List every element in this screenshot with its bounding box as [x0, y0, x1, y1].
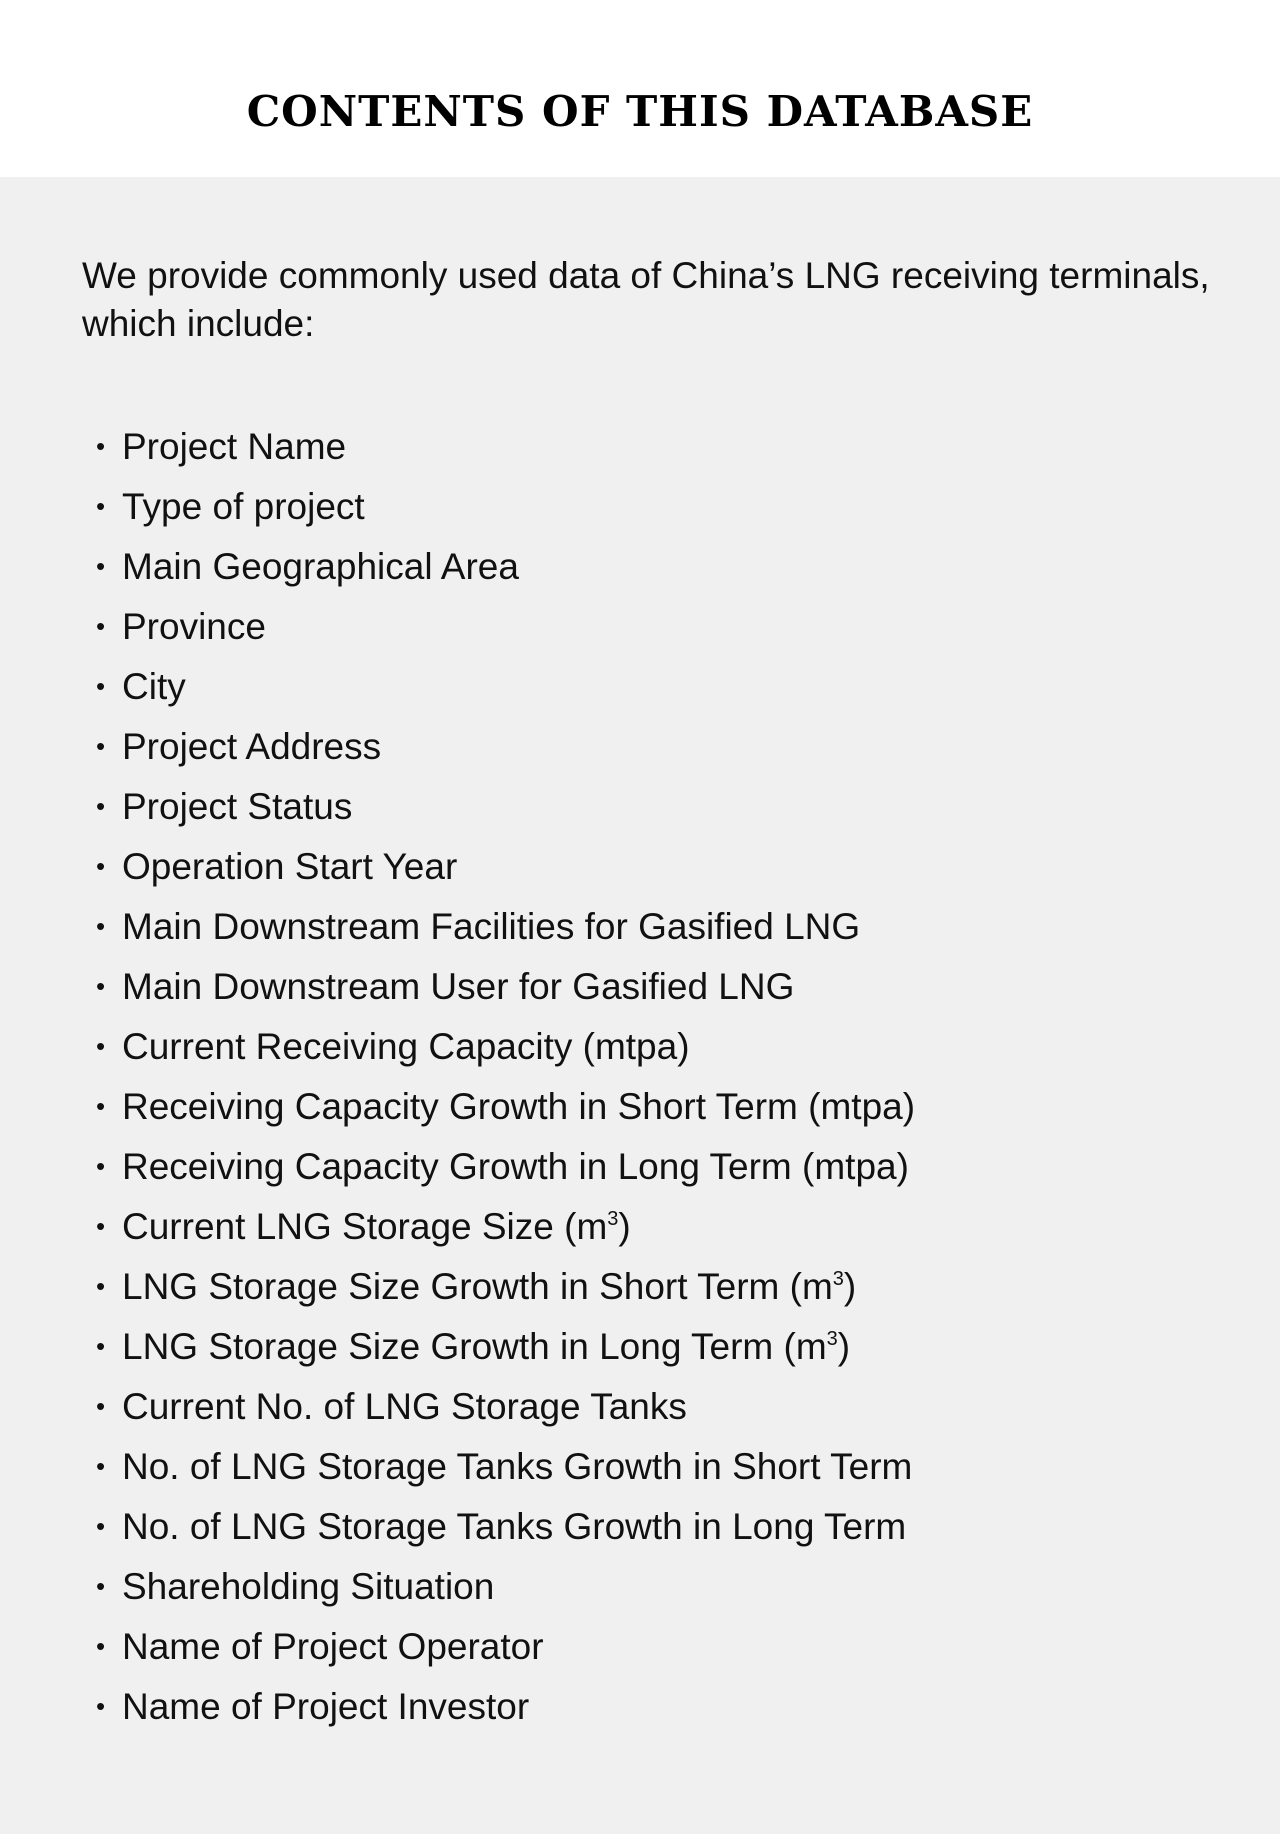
bullet-icon: • — [96, 1151, 106, 1181]
list-item — [96, 1077, 915, 1137]
bullet-icon: • — [96, 1091, 106, 1121]
list-item-label — [122, 837, 457, 897]
list-item-text: Current No. of LNG Storage Tanks — [122, 1386, 687, 1427]
bullet-icon: • — [96, 1451, 106, 1481]
list-item — [96, 717, 915, 777]
list-item-label — [122, 1077, 915, 1137]
list-item-text-suffix: ) — [618, 1206, 631, 1247]
list-item-text: Type of project — [122, 486, 365, 527]
list-item-text: City — [122, 666, 186, 707]
superscript: 3 — [826, 1328, 838, 1350]
list-item-text-suffix: ) — [837, 1326, 851, 1367]
bullet-icon: • — [96, 431, 106, 461]
list-item-text: Receiving Capacity Growth in Long Term (mtpa) — [122, 1146, 909, 1187]
intro-paragraph: We provide commonly used data of China’s LNG receiving terminals, which include: — [82, 255, 1210, 344]
list-item-text: Operation Start Year — [122, 846, 458, 887]
list-item — [96, 1257, 915, 1317]
list-item-text: Project Name — [122, 426, 347, 467]
content-panel — [0, 177, 1280, 1834]
list-item-label — [122, 1017, 690, 1077]
bullet-icon: • — [96, 671, 106, 701]
list-item — [96, 1497, 915, 1557]
superscript: 3 — [832, 1268, 844, 1290]
list-item-label — [122, 1257, 856, 1317]
list-item-text: No. of LNG Storage Tanks Growth in Short Term — [122, 1446, 913, 1487]
list-item-label — [122, 1557, 494, 1617]
list-item-label — [122, 1317, 850, 1377]
list-item — [96, 1557, 915, 1617]
bullet-icon: • — [96, 1571, 106, 1601]
list-item-text: Project Address — [122, 726, 382, 767]
list-item — [96, 537, 915, 597]
bullet-icon: • — [96, 551, 106, 581]
list-item-label — [122, 1137, 909, 1197]
bullet-icon: • — [96, 1331, 106, 1361]
bullet-icon: • — [96, 1511, 106, 1541]
list-item-text: Shareholding Situation — [122, 1566, 495, 1607]
list-item-label — [122, 1497, 906, 1557]
list-item — [96, 657, 915, 717]
bullet-icon: • — [96, 731, 106, 761]
list-item — [96, 1137, 915, 1197]
list-item-text: Province — [122, 606, 266, 647]
list-item-text: Name of Project Operator — [122, 1626, 544, 1667]
list-item — [96, 1197, 915, 1257]
bullet-icon: • — [96, 971, 106, 1001]
list-item-label — [122, 957, 794, 1017]
list-item — [96, 1617, 915, 1677]
bullet-icon: • — [96, 1691, 106, 1721]
superscript: 3 — [607, 1208, 619, 1230]
list-item-text: Main Downstream User for Gasified LNG — [122, 966, 795, 1007]
list-item-label — [122, 1437, 912, 1497]
bullet-icon: • — [96, 1631, 106, 1661]
list-item — [96, 957, 915, 1017]
list-item — [96, 1017, 915, 1077]
bullet-icon: • — [96, 1031, 106, 1061]
list-item-label — [122, 897, 860, 957]
list-item — [96, 597, 915, 657]
list-item — [96, 837, 915, 897]
list-item — [96, 1377, 915, 1437]
bullet-icon: • — [96, 1211, 106, 1241]
list-item-text: LNG Storage Size Growth in Short Term (m — [122, 1266, 833, 1307]
list-item-label — [122, 477, 365, 537]
list-item-text: Current Receiving Capacity (mtpa) — [122, 1026, 690, 1067]
list-item — [96, 1317, 915, 1377]
list-item-label — [122, 537, 519, 597]
list-item-label — [122, 1197, 631, 1257]
list-item — [96, 777, 915, 837]
bullet-icon: • — [96, 1391, 106, 1421]
list-item-text: Main Geographical Area — [122, 546, 519, 587]
list-item-text-suffix: ) — [843, 1266, 857, 1307]
header — [0, 0, 1280, 177]
list-item-label — [122, 1677, 529, 1737]
list-item-text: No. of LNG Storage Tanks Growth in Long Term — [122, 1506, 907, 1547]
contents-list — [96, 417, 915, 1737]
list-item-label — [122, 1617, 544, 1677]
list-item-text: Current LNG Storage Size (m — [122, 1206, 608, 1247]
list-item-label — [122, 1377, 687, 1437]
list-item — [96, 417, 915, 477]
list-item-label — [122, 717, 381, 777]
list-item-text: Project Status — [122, 786, 353, 827]
bullet-icon: • — [96, 851, 106, 881]
list-item — [96, 1677, 915, 1737]
bullet-icon: • — [96, 611, 106, 641]
list-item — [96, 1437, 915, 1497]
list-item-label — [122, 777, 352, 837]
list-item-text: Main Downstream Facilities for Gasified LNG — [122, 906, 861, 947]
list-item-text: Name of Project Investor — [122, 1686, 530, 1727]
page-title: CONTENTS OF THIS DATABASE — [246, 87, 1034, 136]
bullet-icon: • — [96, 911, 106, 941]
list-item — [96, 477, 915, 537]
bullet-icon: • — [96, 791, 106, 821]
bullet-icon: • — [96, 491, 106, 521]
list-item-label — [122, 597, 266, 657]
list-item — [96, 897, 915, 957]
list-item-text: Receiving Capacity Growth in Short Term (mtpa) — [122, 1086, 916, 1127]
list-item-label — [122, 417, 346, 477]
list-item-text: LNG Storage Size Growth in Long Term (m — [122, 1326, 827, 1367]
bullet-icon: • — [96, 1271, 106, 1301]
list-item-label — [122, 657, 186, 717]
